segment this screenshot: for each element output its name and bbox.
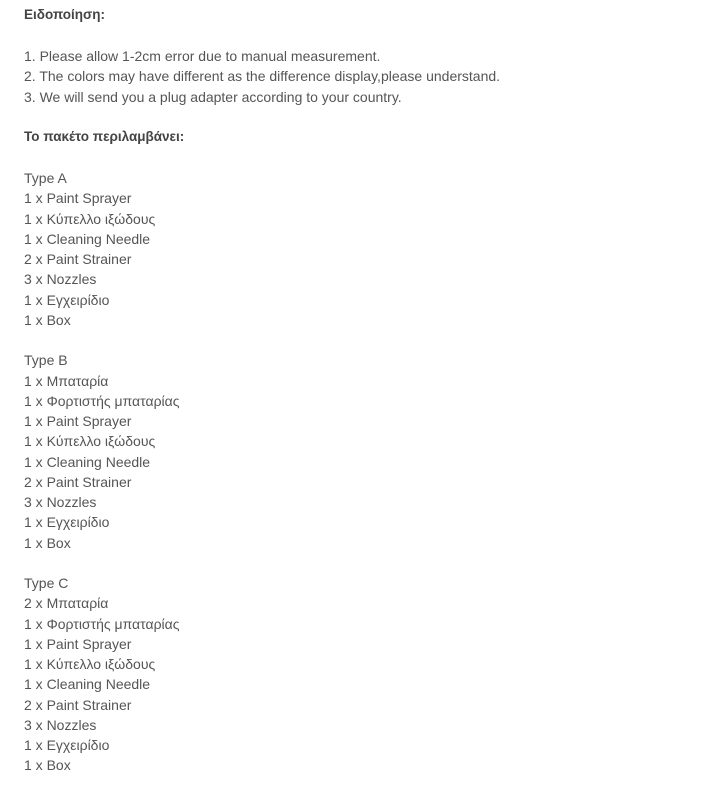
package-item: 1 x Κύπελλο ιξώδους [24, 656, 156, 672]
package-item: 1 x Cleaning Needle [24, 230, 151, 247]
package-item: 1 x Μπαταρία [24, 372, 109, 389]
product-description [24, 5, 715, 776]
spacer [24, 147, 715, 168]
package-item: 1 x Φορτιστής μπαταρίας [24, 392, 180, 409]
package-item: 2 x Paint Strainer [24, 696, 132, 713]
package-item: 1 x Φορτιστής μπαταρίας [24, 615, 180, 632]
package-item: 1 x Box [24, 311, 71, 328]
notice-heading: Ειδοποίηση: [24, 7, 105, 22]
package-item: 1 x Cleaning Needle [24, 453, 151, 470]
notice-line: 3. We will send you a plug adapter according to your country. [24, 88, 402, 105]
package-type-name: Type A [24, 170, 67, 186]
package-item: 1 x Paint Sprayer [24, 635, 132, 652]
package-type-b [24, 350, 715, 553]
spacer [24, 553, 715, 573]
package-item: 1 x Box [24, 757, 71, 774]
package-item: 2 x Paint Strainer [24, 251, 132, 267]
package-item: 2 x Paint Strainer [24, 473, 132, 490]
package-type-c [24, 573, 715, 776]
spacer [24, 330, 715, 350]
package-item: 1 x Κύπελλο ιξώδους [24, 433, 156, 450]
spacer [24, 25, 715, 46]
notice-line: 1. Please allow 1-2cm error due to manual measurement. [24, 48, 381, 64]
package-heading: Το πακέτο περιλαμβάνει: [24, 129, 185, 144]
package-type-name: Type C [24, 575, 69, 591]
package-item: 2 x Μπαταρία [24, 595, 109, 612]
package-type-a [24, 168, 715, 330]
package-item: 3 x Nozzles [24, 716, 97, 733]
package-item: 1 x Εγχειρίδιο [24, 737, 110, 753]
package-item: 1 x Cleaning Needle [24, 676, 151, 693]
package-item: 1 x Εγχειρίδιο [24, 514, 110, 531]
package-type-name: Type B [24, 352, 68, 369]
spacer [24, 107, 715, 127]
package-item: 1 x Paint Sprayer [24, 190, 132, 207]
package-item: 3 x Nozzles [24, 271, 97, 288]
package-item: 1 x Κύπελλο ιξώδους [24, 210, 156, 227]
package-item: 1 x Box [24, 534, 71, 551]
package-item: 1 x Paint Sprayer [24, 413, 132, 429]
notice-line: 2. The colors may have different as the difference display,please understand. [24, 68, 501, 85]
package-item: 1 x Εγχειρίδιο [24, 291, 110, 308]
package-item: 3 x Nozzles [24, 494, 97, 510]
